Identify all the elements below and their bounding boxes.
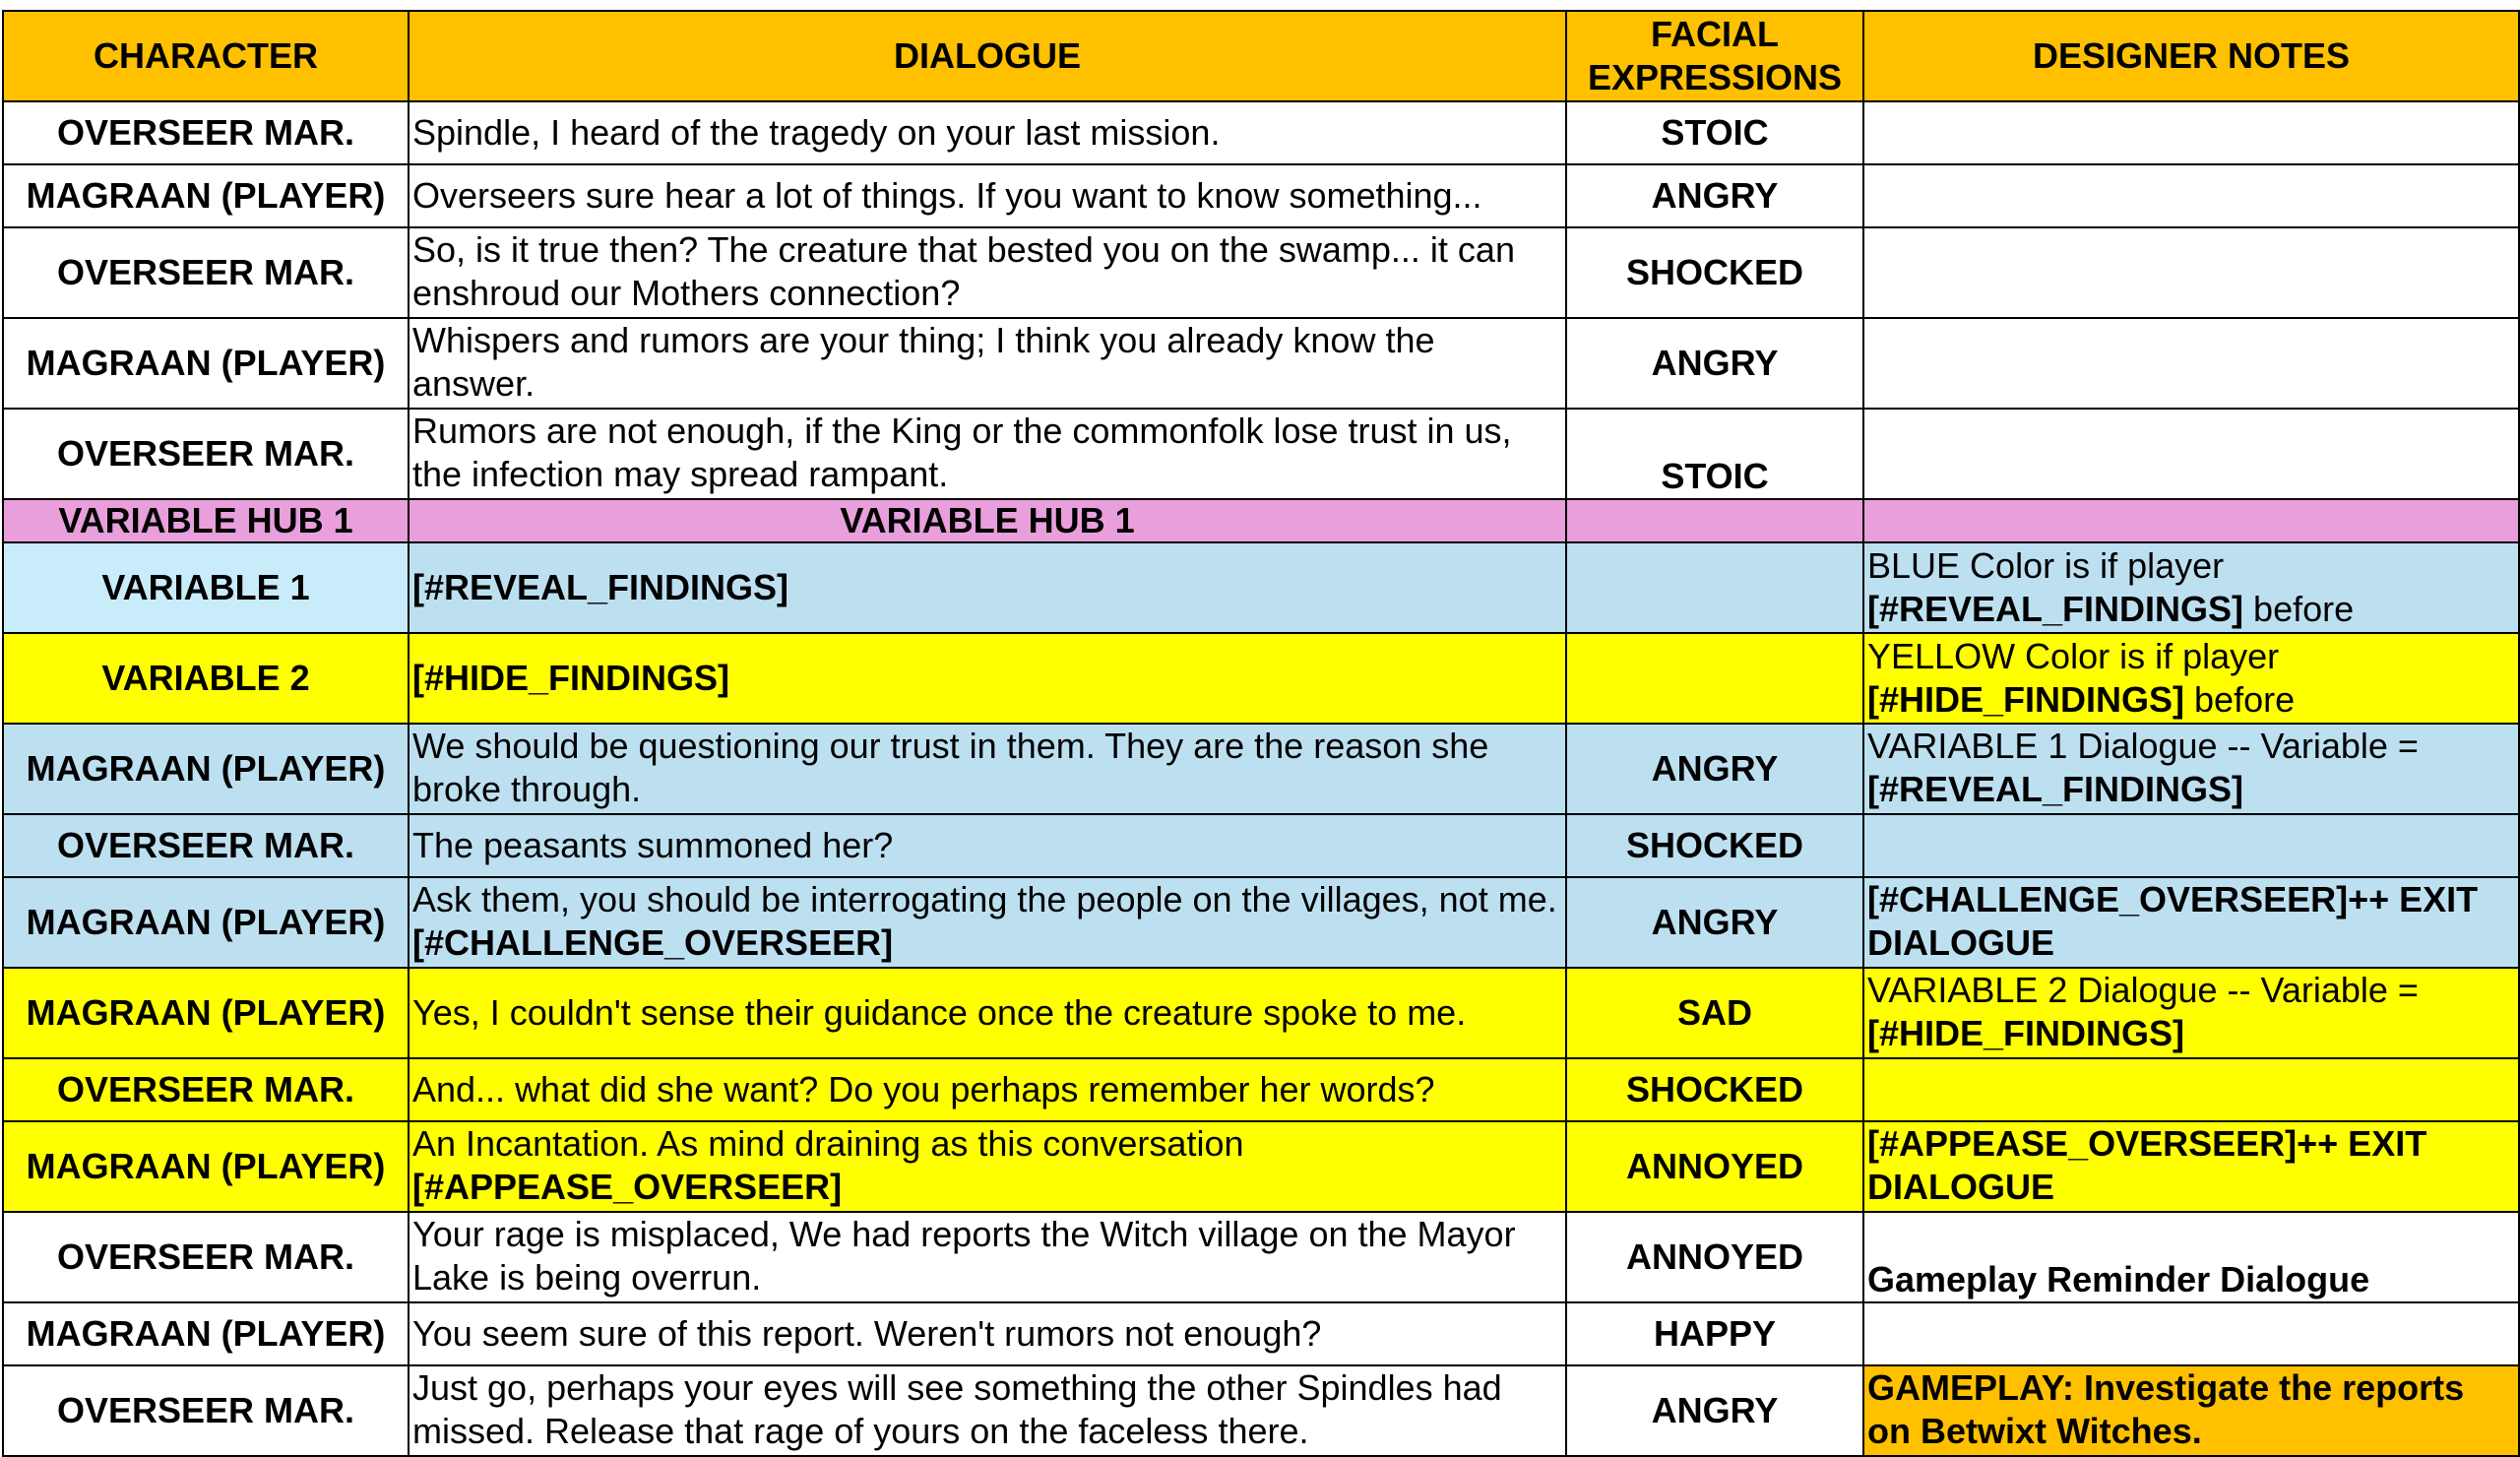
table-row (3, 227, 2519, 318)
notes-text: VARIABLE 1 Dialogue -- Variable = (1867, 726, 2419, 766)
table-row (3, 1365, 2519, 1456)
character-cell[interactable]: VARIABLE 1 (3, 542, 409, 633)
dialogue-cell[interactable]: Yes, I couldn't sense their guidance once the creature spoke to me. (409, 968, 1566, 1058)
facial-expression-cell[interactable]: ANGRY (1566, 318, 1863, 409)
designer-notes-cell[interactable] (1863, 101, 2519, 164)
character-cell[interactable]: OVERSEER MAR. (3, 1058, 409, 1121)
character-cell[interactable]: MAGRAAN (PLAYER) (3, 318, 409, 409)
notes-text-after: before (2243, 589, 2355, 629)
designer-notes-cell[interactable]: [#APPEASE_OVERSEER]++ EXIT DIALOGUE (1863, 1121, 2519, 1212)
notes-tag: [#HIDE_FINDINGS] (1867, 1013, 2185, 1053)
table-row (3, 409, 2519, 499)
header-facial-line2: EXPRESSIONS (1587, 57, 1843, 97)
facial-expression-cell[interactable]: SHOCKED (1566, 814, 1863, 877)
variable-hub-row (3, 499, 2519, 542)
character-cell[interactable]: MAGRAAN (PLAYER) (3, 724, 409, 814)
character-cell[interactable]: OVERSEER MAR. (3, 1365, 409, 1456)
notes-text: VARIABLE 2 Dialogue -- Variable = (1867, 970, 2419, 1010)
designer-notes-cell[interactable] (1863, 724, 2519, 814)
dialogue-cell[interactable]: Just go, perhaps your eyes will see something the other Spindles had missed. Release that rage of yours on the faceless there. (409, 1365, 1566, 1456)
variable-row (3, 633, 2519, 724)
notes-tag: [#REVEAL_FINDINGS] (1867, 589, 2244, 629)
designer-notes-cell[interactable] (1863, 499, 2519, 542)
character-cell[interactable]: MAGRAAN (PLAYER) (3, 877, 409, 968)
notes-text: YELLOW Color is if player (1867, 636, 2280, 676)
designer-notes-cell[interactable] (1863, 1302, 2519, 1365)
table-row (3, 1212, 2519, 1302)
dialogue-cell[interactable]: We should be questioning our trust in them. They are the reason she broke through. (409, 724, 1566, 814)
designer-notes-cell[interactable]: Gameplay Reminder Dialogue (1863, 1212, 2519, 1302)
character-cell[interactable]: MAGRAAN (PLAYER) (3, 164, 409, 227)
facial-expression-cell[interactable]: SHOCKED (1566, 1058, 1863, 1121)
character-cell[interactable]: OVERSEER MAR. (3, 814, 409, 877)
dialogue-cell[interactable]: [#REVEAL_FINDINGS] (409, 542, 1566, 633)
table-row (3, 1302, 2519, 1365)
facial-expression-cell[interactable]: SHOCKED (1566, 227, 1863, 318)
dialogue-tag: [#APPEASE_OVERSEER] (412, 1167, 843, 1207)
dialogue-cell[interactable]: The peasants summoned her? (409, 814, 1566, 877)
dialogue-cell[interactable]: Spindle, I heard of the tragedy on your last mission. (409, 101, 1566, 164)
dialogue-text: An Incantation. As mind draining as this conversation (412, 1123, 1244, 1164)
character-cell[interactable]: OVERSEER MAR. (3, 409, 409, 499)
designer-notes-cell[interactable]: GAMEPLAY: Investigate the reports on Betwixt Witches. (1863, 1365, 2519, 1456)
facial-expression-cell[interactable]: STOIC (1566, 409, 1863, 499)
designer-notes-cell[interactable] (1863, 968, 2519, 1058)
table-row (3, 1058, 2519, 1121)
character-cell[interactable]: VARIABLE HUB 1 (3, 499, 409, 542)
facial-expression-cell[interactable]: STOIC (1566, 101, 1863, 164)
facial-expression-cell[interactable]: ANNOYED (1566, 1121, 1863, 1212)
facial-expression-cell[interactable]: ANGRY (1566, 164, 1863, 227)
facial-expression-cell[interactable]: ANGRY (1566, 877, 1863, 968)
facial-expression-cell[interactable]: ANGRY (1566, 1365, 1863, 1456)
facial-expression-cell[interactable]: SAD (1566, 968, 1863, 1058)
designer-notes-cell[interactable] (1863, 633, 2519, 724)
facial-expression-cell[interactable]: ANGRY (1566, 724, 1863, 814)
dialogue-cell[interactable]: So, is it true then? The creature that bested you on the swamp... it can enshroud our Mothers connection? (409, 227, 1566, 318)
facial-expression-cell[interactable] (1566, 633, 1863, 724)
header-facial-line1: FACIAL (1651, 14, 1779, 54)
character-cell[interactable]: OVERSEER MAR. (3, 101, 409, 164)
dialogue-cell[interactable]: [#HIDE_FINDINGS] (409, 633, 1566, 724)
dialogue-cell[interactable]: Overseers sure hear a lot of things. If you want to know something... (409, 164, 1566, 227)
table-row (3, 814, 2519, 877)
designer-notes-cell[interactable] (1863, 1058, 2519, 1121)
table-row (3, 877, 2519, 968)
header-character[interactable]: CHARACTER (3, 11, 409, 101)
designer-notes-cell[interactable]: [#CHALLENGE_OVERSEER]++ EXIT DIALOGUE (1863, 877, 2519, 968)
character-cell[interactable]: OVERSEER MAR. (3, 1212, 409, 1302)
designer-notes-cell[interactable] (1863, 227, 2519, 318)
header-dialogue[interactable]: DIALOGUE (409, 11, 1566, 101)
dialogue-cell[interactable]: You seem sure of this report. Weren't rumors not enough? (409, 1302, 1566, 1365)
character-cell[interactable]: MAGRAAN (PLAYER) (3, 1121, 409, 1212)
dialogue-cell[interactable] (409, 1121, 1566, 1212)
variable-row (3, 542, 2519, 633)
facial-expression-cell[interactable] (1566, 542, 1863, 633)
designer-notes-cell[interactable] (1863, 814, 2519, 877)
character-cell[interactable]: OVERSEER MAR. (3, 227, 409, 318)
dialogue-table (2, 10, 2520, 1457)
designer-notes-cell[interactable] (1863, 542, 2519, 633)
table-row (3, 318, 2519, 409)
character-cell[interactable]: MAGRAAN (PLAYER) (3, 1302, 409, 1365)
dialogue-tag: [#CHALLENGE_OVERSEER] (412, 922, 894, 963)
table-row (3, 968, 2519, 1058)
designer-notes-cell[interactable] (1863, 164, 2519, 227)
dialogue-cell[interactable]: Rumors are not enough, if the King or the commonfolk lose trust in us, the infection may spread rampant. (409, 409, 1566, 499)
designer-notes-cell[interactable] (1863, 318, 2519, 409)
table-row (3, 101, 2519, 164)
dialogue-text: Ask them, you should be interrogating the people on the villages, not me. (412, 879, 1557, 919)
facial-expression-cell[interactable]: HAPPY (1566, 1302, 1863, 1365)
dialogue-cell[interactable]: Whispers and rumors are your thing; I think you already know the answer. (409, 318, 1566, 409)
dialogue-cell[interactable]: Your rage is misplaced, We had reports the Witch village on the Mayor Lake is being overrun. (409, 1212, 1566, 1302)
dialogue-cell[interactable]: VARIABLE HUB 1 (409, 499, 1566, 542)
notes-tag: [#HIDE_FINDINGS] (1867, 679, 2185, 720)
table-row (3, 724, 2519, 814)
facial-expression-cell[interactable]: ANNOYED (1566, 1212, 1863, 1302)
table-row (3, 1121, 2519, 1212)
notes-text-after: before (2184, 679, 2296, 720)
dialogue-cell[interactable] (409, 877, 1566, 968)
dialogue-cell[interactable]: And... what did she want? Do you perhaps remember her words? (409, 1058, 1566, 1121)
header-designer-notes[interactable]: DESIGNER NOTES (1863, 11, 2519, 101)
designer-notes-cell[interactable] (1863, 409, 2519, 499)
character-cell[interactable]: MAGRAAN (PLAYER) (3, 968, 409, 1058)
character-cell[interactable]: VARIABLE 2 (3, 633, 409, 724)
notes-text: BLUE Color is if player (1867, 545, 2225, 586)
header-facial-expressions[interactable] (1566, 11, 1863, 101)
notes-tag: [#REVEAL_FINDINGS] (1867, 769, 2244, 809)
table-row (3, 164, 2519, 227)
facial-expression-cell[interactable] (1566, 499, 1863, 542)
header-row (3, 11, 2519, 101)
